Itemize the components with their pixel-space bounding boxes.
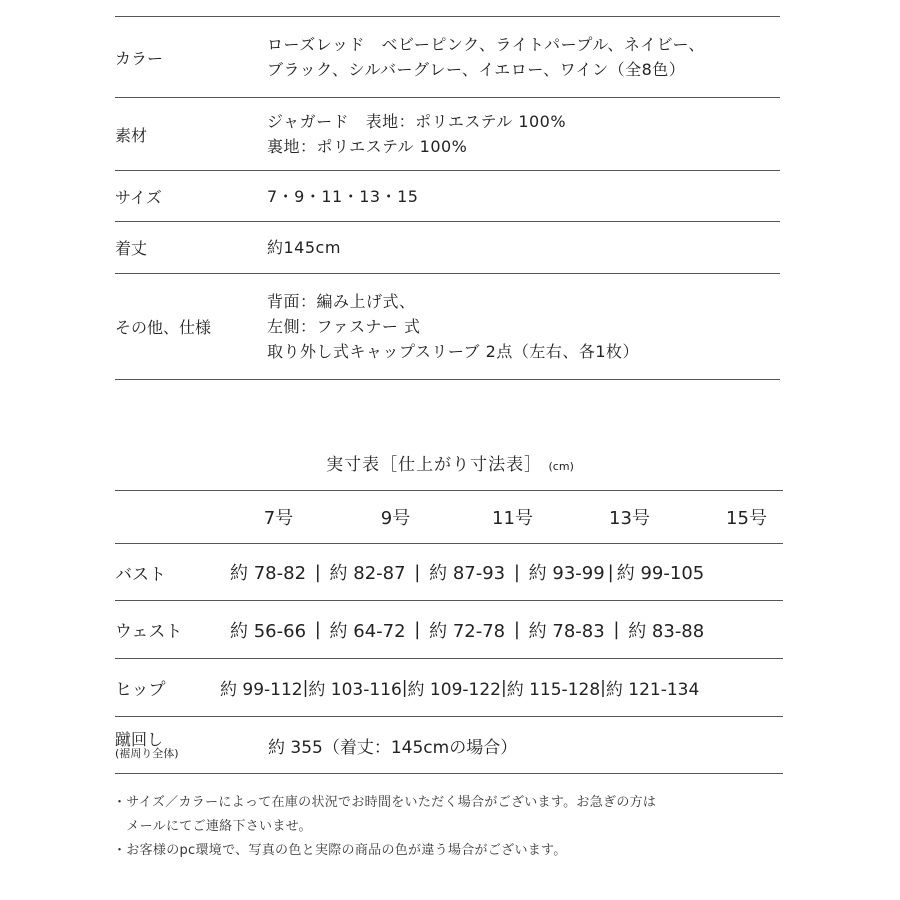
size-cell: 約 99-112 — [220, 680, 303, 700]
spec-label: その他、仕様 — [115, 318, 212, 337]
spec-label: サイズ — [115, 187, 162, 207]
size-table-header — [115, 490, 783, 543]
cell-separator: | — [607, 561, 614, 583]
cell-separator: | — [508, 561, 526, 583]
size-cell: 約 93-99 — [528, 563, 605, 584]
size-row-values — [230, 617, 783, 643]
size-cell: 約 87-93 — [429, 563, 506, 584]
spec-value-line: 7・9・11・13・15 — [267, 186, 419, 206]
size-cell: 約 56-66 — [230, 620, 307, 642]
cell-separator: | — [302, 677, 309, 698]
cell-separator: | — [408, 561, 427, 583]
spec-value-line: ジャガード 表地：ポリエステル 100% — [267, 112, 567, 131]
spec-row-length — [115, 221, 780, 273]
cell-separator: | — [508, 619, 526, 640]
size-header: 11号 — [492, 508, 533, 529]
spec-value-line: 背面：編み上げ式、 — [267, 292, 416, 311]
cell-separator: | — [309, 561, 327, 583]
cell-separator: | — [401, 677, 408, 698]
spec-row-color — [115, 16, 780, 97]
spec-value-line: ローズレッド ベビーピンク、ライトパープル、ネイビー、 — [267, 35, 705, 54]
size-header: 15号 — [726, 508, 767, 529]
size-cell: 約 82-87 — [329, 563, 406, 584]
notes — [113, 791, 813, 863]
spec-table — [115, 16, 780, 380]
spec-value — [267, 289, 639, 364]
size-cell: 約 78-83 — [528, 620, 605, 642]
size-header: 9号 — [380, 508, 411, 529]
size-row-label — [115, 731, 220, 760]
size-row-waist — [115, 600, 783, 658]
size-header: 13号 — [609, 508, 650, 529]
spec-value — [267, 32, 705, 82]
cell-separator: | — [607, 619, 626, 640]
spec-value — [267, 184, 418, 209]
size-header: 7号 — [263, 508, 294, 529]
size-cell: 約 83-88 — [628, 620, 705, 642]
cell-separator: | — [500, 677, 507, 698]
spec-value-line: 裏地：ポリエステル 100% — [267, 137, 468, 156]
spec-value-line: 取り外し式キャップスリーブ 2点（左右、各1枚） — [267, 342, 640, 361]
cell-separator: | — [309, 619, 327, 640]
spec-label: 着丈 — [115, 239, 148, 258]
size-row-hem — [115, 716, 783, 774]
size-table-title-text: 実寸表［仕上がり寸法表］ — [326, 455, 543, 475]
spec-row-size — [115, 170, 780, 221]
size-cell: 約 103-116 — [308, 680, 402, 700]
size-row-values — [220, 675, 783, 700]
spec-value-line: 約145cm — [267, 238, 341, 257]
spec-row-material — [115, 97, 780, 170]
note-line: メールにてご連絡下さいませ。 — [113, 819, 312, 834]
hem-label: 蹴回し — [115, 729, 164, 749]
size-cell: 約 109-122 — [407, 680, 501, 700]
spec-label: カラー — [115, 48, 164, 68]
size-cell: 約 99-105 — [616, 563, 705, 584]
spec-value — [267, 235, 341, 260]
size-cell: 約 72-78 — [429, 620, 506, 642]
size-table-unit: (cm) — [548, 460, 574, 473]
hem-value: 約 355（着丈：145cmの場合） — [268, 737, 518, 758]
spec-value — [267, 109, 566, 159]
size-row-hip — [115, 658, 783, 716]
note-line: ・サイズ／カラーによって在庫の状況でお時間をいただく場合がございます。お急ぎの方は — [113, 795, 657, 810]
size-row-values — [230, 559, 783, 585]
size-table-title — [0, 450, 900, 475]
spec-row-other — [115, 273, 780, 380]
size-row-label: バスト — [115, 564, 166, 585]
cell-separator: | — [408, 619, 427, 640]
size-row-label: ウェスト — [115, 622, 183, 642]
size-table-header-cells — [220, 504, 805, 530]
spec-value-line: 左側：ファスナー 式 — [267, 317, 421, 336]
size-cell: 約 121-134 — [605, 680, 700, 700]
note-line: ・お客様のpc環境で、写真の色と実際の商品の色が違う場合がございます。 — [113, 843, 567, 858]
size-row-values — [268, 733, 783, 758]
size-row-label: ヒップ — [115, 680, 166, 700]
size-cell: 約 115-128 — [506, 680, 601, 700]
spec-value-line: ブラック、シルバーグレー、イエロー、ワイン（全8色） — [267, 60, 686, 79]
size-table — [115, 490, 783, 774]
size-cell: 約 64-72 — [329, 620, 406, 642]
spec-label: 素材 — [115, 125, 148, 145]
cell-separator: | — [600, 677, 606, 698]
size-cell: 約 78-82 — [230, 563, 307, 584]
hem-sublabel: (裾周り全体) — [115, 746, 179, 760]
size-row-bust — [115, 543, 783, 600]
